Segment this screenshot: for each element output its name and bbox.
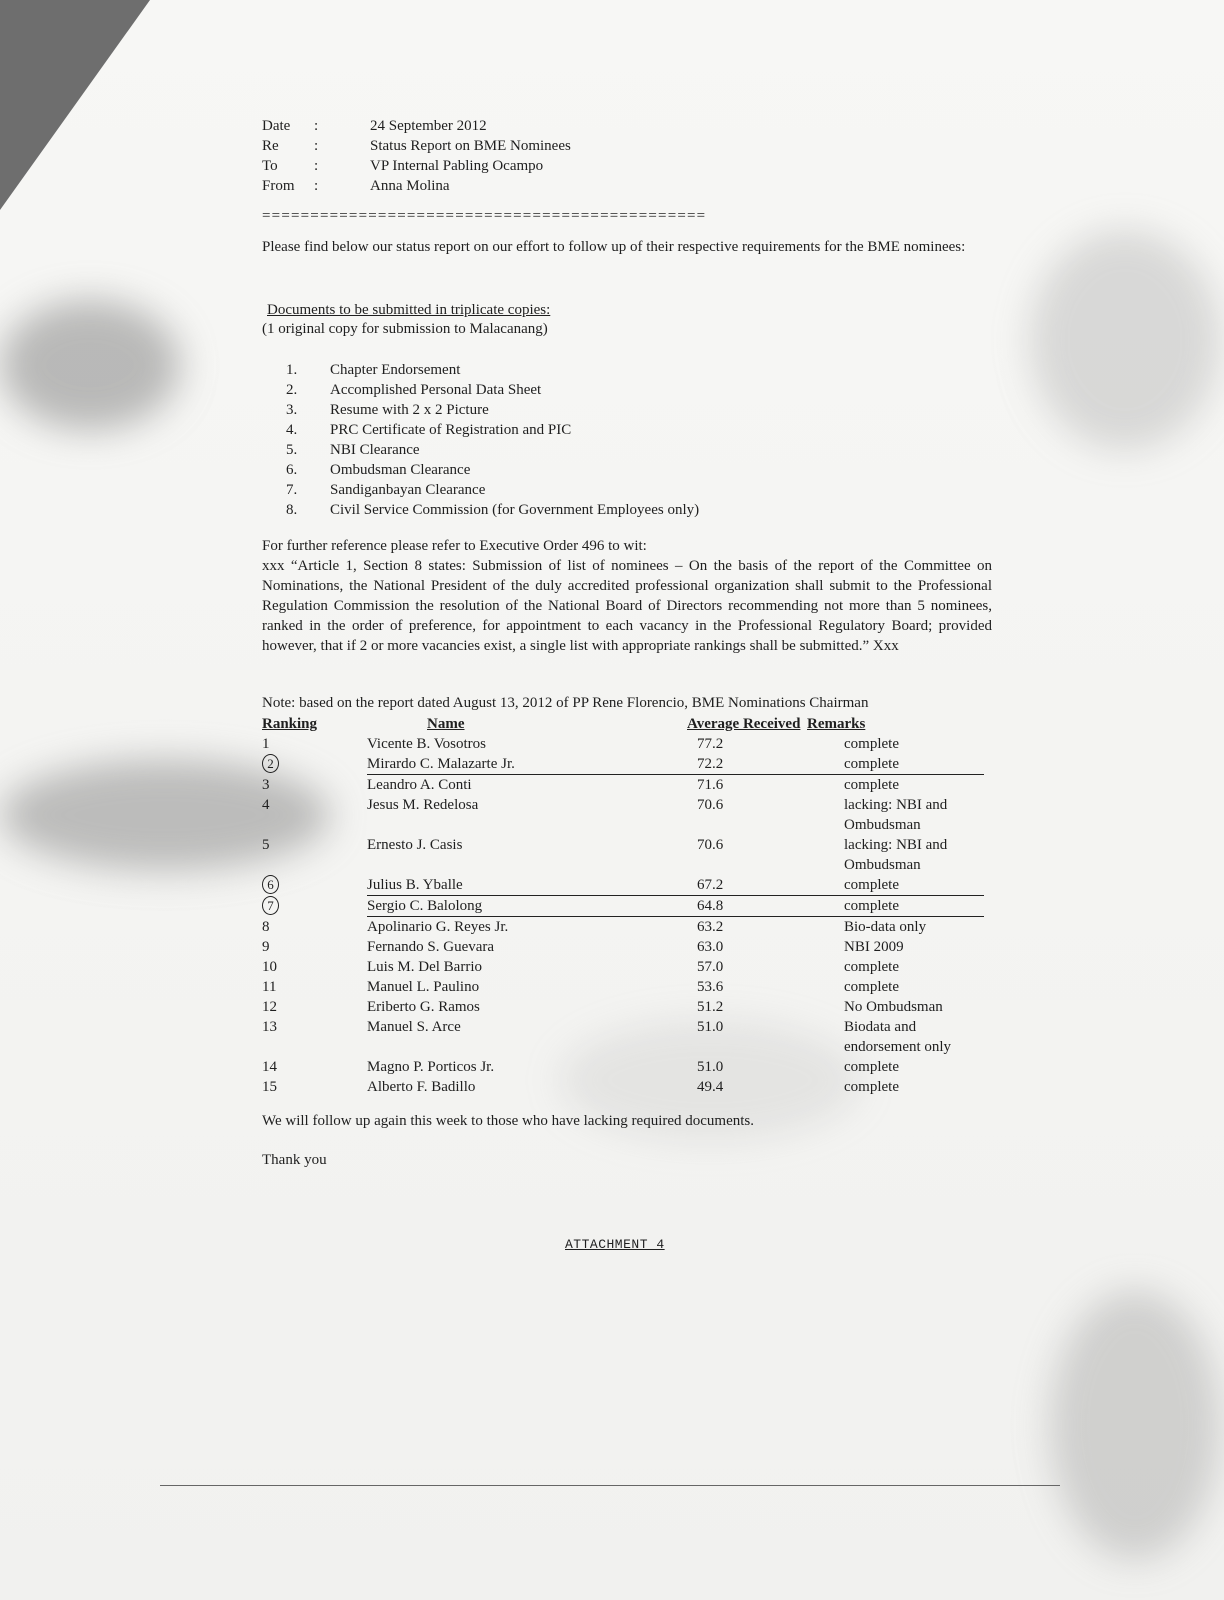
scan-shadow: [0, 300, 180, 430]
followup-text: We will follow up again this week to those who have lacking required documents.: [262, 1113, 755, 1129]
rank-cell: [262, 754, 367, 775]
name-cell: Julius B. Yballe: [367, 875, 687, 896]
table-row: [262, 917, 984, 938]
memo-subject-row: [262, 136, 571, 156]
rank-cell: 13: [262, 1019, 277, 1035]
list-text: Sandiganbayan Clearance: [330, 482, 486, 498]
intro-paragraph: Please find below our status report on our effort to follow up of their respective requirements for the BME nominees:: [262, 239, 966, 255]
table-row: [262, 734, 984, 754]
memo-from-row: [262, 176, 571, 196]
list-number: 7.: [286, 482, 298, 498]
average-cell: 77.2: [697, 736, 724, 752]
name-cell: Leandro A. Conti: [367, 777, 472, 793]
rank-cell: 8: [262, 918, 270, 935]
table-row: [262, 795, 984, 835]
circled-rank-mark: 2: [262, 754, 279, 773]
memo-colon: :: [314, 118, 319, 134]
remarks-cell: lacking: NBI and Ombudsman: [844, 837, 948, 873]
name-cell: Manuel S. Arce: [367, 1019, 461, 1035]
rank-cell: [262, 896, 367, 917]
list-item: [286, 400, 699, 420]
thank-you-text: Thank you: [262, 1152, 327, 1168]
remarks-cell: Bio-data only: [844, 919, 927, 935]
remarks-cell: complete: [807, 754, 984, 775]
list-number: 6.: [286, 462, 298, 478]
remarks-cell: complete: [844, 979, 899, 995]
table-row: [262, 896, 984, 917]
rank-cell: 11: [262, 979, 277, 995]
average-cell: 49.4: [697, 1079, 724, 1095]
reference-quote: xxx “Article 1, Section 8 states: Submission of list of nominees – On the basis of the report of the Committee on Nominations, the National President of the duly accredited professional organization shall submit to the Professional Regulation Commission the resolution of the National Board of Directors recommending not more than 5 nominees, ranked in the order of preference, for appointment to each vacancy in the Professional Regulatory Board; provided however, that if 2 or more vacancies exist, a single list with appropriate rankings shall be submitted.” Xxx: [262, 558, 992, 654]
table-row: [262, 977, 984, 997]
memo-date: 24 September 2012: [370, 118, 487, 134]
average-cell: 51.0: [697, 1059, 724, 1075]
reference-block: [262, 536, 992, 656]
list-text: NBI Clearance: [330, 442, 420, 458]
header-name: Name: [427, 716, 465, 732]
list-item: [286, 460, 699, 480]
average-cell: 67.2: [687, 875, 807, 896]
list-text: Resume with 2 x 2 Picture: [330, 402, 489, 418]
memo-colon: :: [314, 138, 319, 154]
table-row: [262, 1077, 984, 1097]
remarks-cell: complete: [844, 959, 899, 975]
list-item: [286, 480, 699, 500]
rank-cell: 3: [262, 776, 270, 793]
reference-intro: For further reference please refer to Executive Order 496 to wit:: [262, 538, 647, 554]
rank-cell: 5: [262, 837, 270, 853]
list-text: PRC Certificate of Registration and PIC: [330, 422, 572, 438]
name-cell: Mirardo C. Malazarte Jr.: [367, 754, 687, 775]
memo-label: To: [262, 158, 278, 174]
memo-sender: Anna Molina: [370, 178, 450, 194]
list-item: [286, 360, 699, 380]
list-item: [286, 380, 699, 400]
memo-label: Date: [262, 118, 291, 134]
remarks-cell: complete: [844, 777, 899, 793]
name-cell: Magno P. Porticos Jr.: [367, 1059, 495, 1075]
average-cell: 63.0: [697, 939, 724, 955]
list-number: 8.: [286, 502, 298, 518]
remarks-cell: complete: [807, 896, 984, 917]
table-row: [262, 997, 984, 1017]
list-text: Ombudsman Clearance: [330, 462, 471, 478]
footer-line: [160, 1485, 1060, 1486]
average-cell: 51.2: [697, 999, 724, 1015]
header-remarks: Remarks: [807, 716, 866, 732]
rank-cell: 1: [262, 736, 270, 752]
scan-shadow: [1050, 1290, 1220, 1560]
list-number: 5.: [286, 442, 298, 458]
rank-cell: 14: [262, 1059, 277, 1075]
table-row: [262, 1017, 984, 1057]
memo-label: From: [262, 178, 295, 194]
scan-shadow: [1030, 230, 1220, 450]
average-cell: 71.6: [697, 777, 724, 793]
remarks-cell: No Ombudsman: [844, 999, 943, 1015]
table-header-row: [262, 714, 984, 734]
rank-cell: 15: [262, 1079, 277, 1095]
circled-rank-mark: 6: [262, 875, 279, 894]
memo-colon: :: [314, 178, 319, 194]
memo-label: Re: [262, 138, 279, 154]
name-cell: Luis M. Del Barrio: [367, 959, 482, 975]
memo-to-row: [262, 156, 571, 176]
circled-rank-mark: 7: [262, 896, 279, 915]
name-cell: Manuel L. Paulino: [367, 979, 480, 995]
remarks-cell: NBI 2009: [844, 939, 904, 955]
name-cell: Ernesto J. Casis: [367, 837, 463, 853]
remarks-cell: Biodata and endorsement only: [844, 1019, 952, 1055]
list-item: [286, 420, 699, 440]
name-cell: Eriberto G. Ramos: [367, 999, 480, 1015]
ranking-note: Note: based on the report dated August 13, 2012 of PP Rene Florencio, BME Nominations Chairman: [262, 695, 869, 711]
name-cell: Jesus M. Redelosa: [367, 797, 479, 813]
header-average: Average Received: [687, 716, 801, 732]
list-text: Civil Service Commission (for Government Employees only): [330, 502, 700, 518]
rank-cell: 4: [262, 797, 270, 813]
remarks-cell: complete: [807, 875, 984, 896]
requirements-list: [286, 360, 699, 520]
remarks-cell: complete: [844, 736, 899, 752]
average-cell: 70.6: [697, 837, 724, 853]
rank-cell: [262, 875, 367, 896]
memo-recipient: VP Internal Pabling Ocampo: [370, 158, 544, 174]
rank-cell: 10: [262, 959, 277, 975]
remarks-cell: lacking: NBI and Ombudsman: [844, 797, 948, 833]
name-cell: Fernando S. Guevara: [367, 939, 495, 955]
list-number: 2.: [286, 382, 298, 398]
separator-line: ==============================================: [262, 208, 707, 224]
table-row: [262, 754, 984, 775]
list-text: Chapter Endorsement: [330, 362, 461, 378]
table-row: [262, 1057, 984, 1077]
name-cell: Sergio C. Balolong: [367, 896, 687, 917]
table-row: [262, 875, 984, 896]
list-number: 1.: [286, 362, 298, 378]
average-cell: 51.0: [697, 1019, 724, 1035]
documents-subtitle: (1 original copy for submission to Malacanang): [262, 321, 548, 337]
name-cell: Alberto F. Badillo: [367, 1079, 476, 1095]
memo-subject: Status Report on BME Nominees: [370, 138, 571, 154]
documents-title: Documents to be submitted in triplicate copies:: [267, 302, 551, 318]
list-item: [286, 440, 699, 460]
remarks-cell: complete: [844, 1059, 899, 1075]
average-cell: 70.6: [697, 797, 724, 813]
folded-corner: [0, 0, 150, 210]
memo-colon: :: [314, 158, 319, 174]
rank-cell: 12: [262, 999, 277, 1015]
table-row: [262, 937, 984, 957]
memo-header: [262, 116, 571, 196]
list-number: 4.: [286, 422, 298, 438]
memo-date-row: [262, 116, 571, 136]
table-row: [262, 775, 984, 796]
attachment-label: ATTACHMENT 4: [565, 1237, 665, 1252]
header-ranking: Ranking: [262, 716, 318, 732]
average-cell: 53.6: [697, 979, 724, 995]
list-text: Accomplished Personal Data Sheet: [330, 382, 542, 398]
remarks-cell: complete: [844, 1079, 899, 1095]
rank-cell: 9: [262, 939, 270, 955]
table-row: [262, 957, 984, 977]
ranking-table: [262, 714, 984, 1097]
name-cell: Apolinario G. Reyes Jr.: [367, 919, 509, 935]
list-item: [286, 500, 699, 520]
average-cell: 57.0: [697, 959, 724, 975]
name-cell: Vicente B. Vosotros: [367, 736, 486, 752]
table-row: [262, 835, 984, 875]
average-cell: 72.2: [687, 754, 807, 775]
average-cell: 64.8: [687, 896, 807, 917]
average-cell: 63.2: [697, 919, 724, 935]
list-number: 3.: [286, 402, 298, 418]
